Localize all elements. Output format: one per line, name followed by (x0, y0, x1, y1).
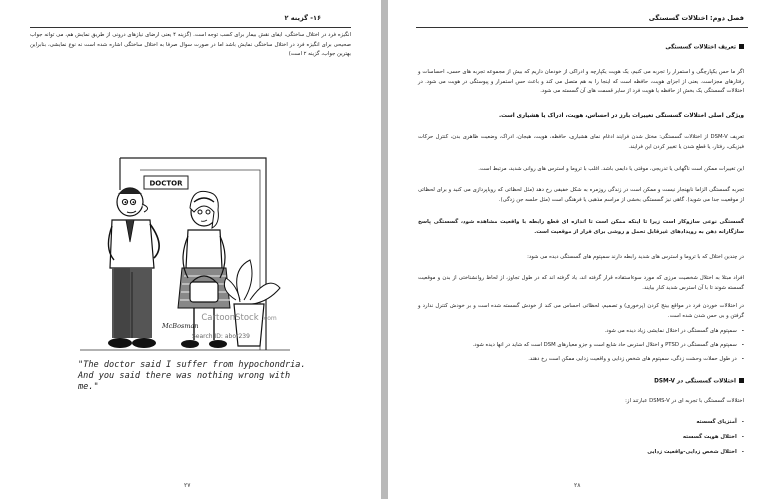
list-item: -اختلال شخص زدایی-واقعیت زدایی (647, 449, 744, 455)
list-item: -در طول حملات وحشت زدگی، سمپتوم های شخص زدایی و واقعیت زدایی ممکن است رخ دهند. (528, 356, 744, 362)
section2-heading-text: اختلالات گسستگی در DSM-V (654, 378, 736, 385)
paragraph-7: در اختلالات خوردن فرد در مواقع بینج کردن (پرخوری) و تصمیم، لحظاتی احساس می کند از خودش گسسته شده است و بر خودش کنترل ندارد و گرفتن و بی حس شدن شده است. (418, 303, 744, 319)
list-item: -اختلال هویت گسسته (682, 434, 744, 440)
list-item: -سمپتوم های گسستگی در اختلال نمایشی زیاد دیده می شود. (604, 328, 744, 334)
man-figure (108, 188, 159, 348)
cartoonstock-watermark-suffix: .com (262, 315, 277, 322)
section1-body: اگر ما حس یکپارچگی و استمرار را تجربه می کنیم، یک هویت یکپارچه و ادراکی از خودمان داریم که بیش از مجموعه تجربه های حسی، احساسات و رفتارهای مجزاست. یعنی از اجزای هویت، حافظه است که اینجا را به هم متصل می کند و باعث حس استمرار و پیوستگی در هویت می شود. در اختلالات گسستگی یک بخش از حافظه یا هویت فرد از سایر قسمت های آن گسسته می شود. (418, 69, 744, 95)
right-page (388, 0, 776, 499)
left-page-number: ۲۷ (184, 482, 191, 489)
list-item: -آمنزیای گسسته (696, 419, 744, 425)
dsm-definition: تعریف DSM-V از اختلالات گسستگی: مختل شدن فرایند ادغام نمای هشیاری، حافظه، هویت، هیجان، ادراک، وضعیت ظاهری بدن، کنترل حرکات فیزیکی، رفتار، یا قطع شدن یا تغییر کردن این فرایند. (418, 134, 745, 150)
cartoon-caption-line1: "The doctor said I suffer from hypochondria. (78, 360, 306, 370)
sub-heading: ویژگی اصلی اختلالات گسستگی تغییرات بارز در احساس، هویت، ادراک یا هشیاری است. (498, 113, 744, 119)
paragraph-6: افراد مبتلا به اختلال شخصیت مرزی که مورد سوءاستفاده قرار گرفته اند، یاد گرفته اند که در طول تجاوز، از لحاظ روانشناختی از بدن و موقعیت گسسته شوند تا با آن استرس شدید کنار بیایند. (418, 275, 744, 291)
section1-heading-text: تعریف اختلالات گسستگی (665, 44, 736, 51)
section2-heading (654, 378, 744, 385)
paragraph-5: در چندین اختلال که با تروما و استرس های شدید رابطه دارند سمپتوم های گسستگی دیده می شود: (527, 254, 744, 260)
cartoonstock-watermark: CartoonStock (201, 313, 259, 323)
left-header-rule (30, 27, 351, 28)
left-body-paragraph: انگیزه فرد در اختلال ساختگی، ایفای نقش بیمار برای کسب توجه است. (گزینه ۴ یعنی ارضای نیازهای درونی از طریق نمایش هم، می توانه جواب صحیحی برای انگیزه فرد در اختلال ساختگی نمایش باشد اما در صورت سوال صرفا به اختلال ساختگی اشاره شده است نه نوع نمایشی، بنابراین بهترین جواب، گزینه ۲ است) (30, 32, 352, 58)
cartoon-caption-line2: And you said there was nothing wrong with me." (78, 371, 291, 393)
section-bullet-icon (739, 44, 744, 49)
section1-heading (665, 44, 744, 51)
paragraph-3: تجربه گسستگی الزاما نابهنجار نیست و ممکن است در زندگی روزمره به شکل خفیفی رخ دهد (مثل لحظاتی که رویاپردازی می کنید و برای لحظاتی از موقعیت جدا می شوید). گاهی نیز گسستگی بخشی از مراسم مذهبی یا فرهنگی است (مثل حلسه جن زدگی). (418, 187, 744, 203)
section2-intro: اختلالات گسستگی با تجربه ای در DSMS-V عبارتند از: (625, 398, 744, 404)
section-bullet-icon (739, 378, 744, 383)
artist-signature: McBosman (162, 322, 199, 330)
cartoon-caption (78, 360, 308, 394)
paragraph-4: گسستگی نوعی سازوکار است زیرا تا اینکه ممکن است تا اندازه ای قطع رابطه با واقعیت مشاهده شود، گسستگی پاسخ سازگارانه ذهن به رویدادهای غیرقابل تحمل و روشی برای فرار از موقعیت است. (418, 219, 744, 235)
left-page (0, 0, 381, 499)
search-id-label: Search ID: abor239 (192, 333, 250, 340)
doctor-sign-text: DOCTOR (149, 179, 183, 188)
right-page-number: ۲۸ (574, 482, 581, 489)
right-header-title: فصل دوم: اختلالات گسستگی (648, 14, 744, 22)
left-header-title: ۱۶- گزینه ۲ (284, 14, 321, 22)
paragraph-2: این تغییرات ممکن است ناگهانی یا تدریجی، موقتی یا دایمی باشد. اغلب با تروما و استرس های روانی شدید، مرتبط است. (478, 166, 744, 172)
cartoon-drawing (80, 150, 290, 358)
right-header-rule (416, 27, 748, 28)
cartoon-illustration (80, 150, 290, 358)
list-item: -سمپتوم های گسستگی در PTSD و اختلال استرس حاد شایع است و جزو معیارهای DSM است که شاید در انها دیده شود. (472, 342, 744, 348)
